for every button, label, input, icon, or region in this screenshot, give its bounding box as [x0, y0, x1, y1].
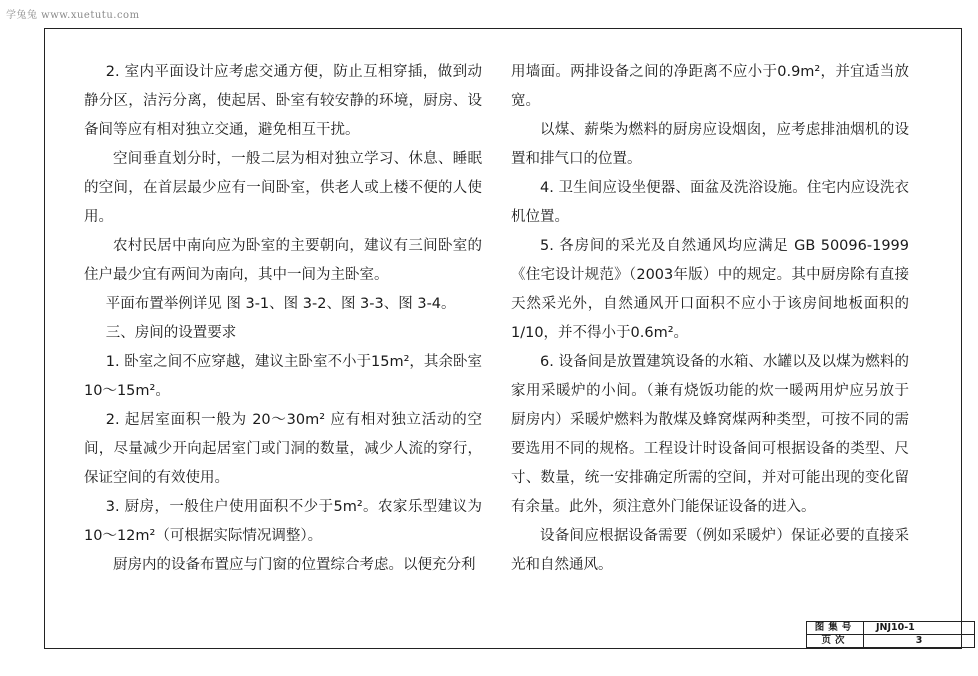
paragraph: 设备间应根据设备需要（例如采暖炉）保证必要的直接采光和自然通风。 [511, 528, 909, 573]
paragraph: 用墙面。两排设备之间的净距离不应小于0.9m²，并宜适当放宽。 [511, 64, 909, 109]
paragraph: 2. 起居室面积一般为 20～30m² 应有相对独立活动的空间，尽量减少开向起居室门或门洞的数量，减少人流的穿行，保证空间的有效使用。 [84, 412, 482, 486]
atlas-number-label: 图集号 [807, 622, 864, 635]
paragraph: 厨房内的设备布置应与门窗的位置综合考虑。以便充分利 [113, 557, 476, 573]
paragraph: 3. 厨房，一般住户使用面积不少于5m²。农家乐型建议为10～12m²（可根据实际情况调整）。 [84, 499, 482, 544]
title-block [806, 621, 975, 648]
paragraph: 农村民居中南向应为卧室的主要朝向，建议有三间卧室的住户最少宜有两间为南向，其中一间为主卧室。 [84, 238, 482, 283]
atlas-number-value: JNJ10-1 [864, 622, 975, 635]
paragraph: 2. 室内平面设计应考虑交通方便，防止互相穿插，做到动静分区，洁污分离，使起居、卧室有较安静的环境，厨房、设备间等应有相对独立交通，避免相互干扰。 [84, 64, 482, 138]
paragraph: 5. 各房间的采光及自然通风均应满足 GB 50096-1999《住宅设计规范》（2003年版）中的规定。其中厨房除有直接天然采光外，自然通风开口面积不应小于该房间地板面积的1/10，并不得小于0.6m²。 [511, 238, 909, 341]
section-heading: 三、房间的设置要求 [105, 325, 237, 341]
paragraph: 以煤、薪柴为燃料的厨房应设烟囱，应考虑排油烟机的设置和排气口的位置。 [511, 122, 909, 167]
paragraph: 6. 设备间是放置建筑设备的水箱、水罐以及以煤为燃料的家用采暖炉的小间。（兼有烧饭功能的炊一暖两用炉应另放于厨房内）采暖炉燃料为散煤及蜂窝煤两种类型，可按不同的需要选用不同的规格。工程设计时设备间可根据设备的类型、尺寸、数量，统一安排确定所需的空间，并对可能出现的变化留有余量。此外，须注意外门能保证设备的进入。 [511, 354, 909, 515]
watermark-text: 学兔兔 www.xuetutu.com [6, 10, 140, 21]
right-text-column [511, 58, 909, 580]
left-text-column [84, 58, 482, 580]
paragraph: 空间垂直划分时，一般二层为相对独立学习、休息、睡眠的空间，在首层最少应有一间卧室，供老人或上楼不便的人使用。 [84, 151, 482, 225]
page-number-label: 页次 [807, 635, 864, 648]
paragraph: 4. 卫生间应设坐便器、面盆及洗浴设施。住宅内应设洗衣机位置。 [511, 180, 909, 225]
paragraph: 1. 卧室之间不应穿越，建议主卧室不小于15m²，其余卧室10～15m²。 [84, 354, 482, 399]
page-number-value: 3 [864, 635, 975, 648]
paragraph: 平面布置举例详见 图 3-1、图 3-2、图 3-3、图 3-4。 [105, 296, 456, 312]
